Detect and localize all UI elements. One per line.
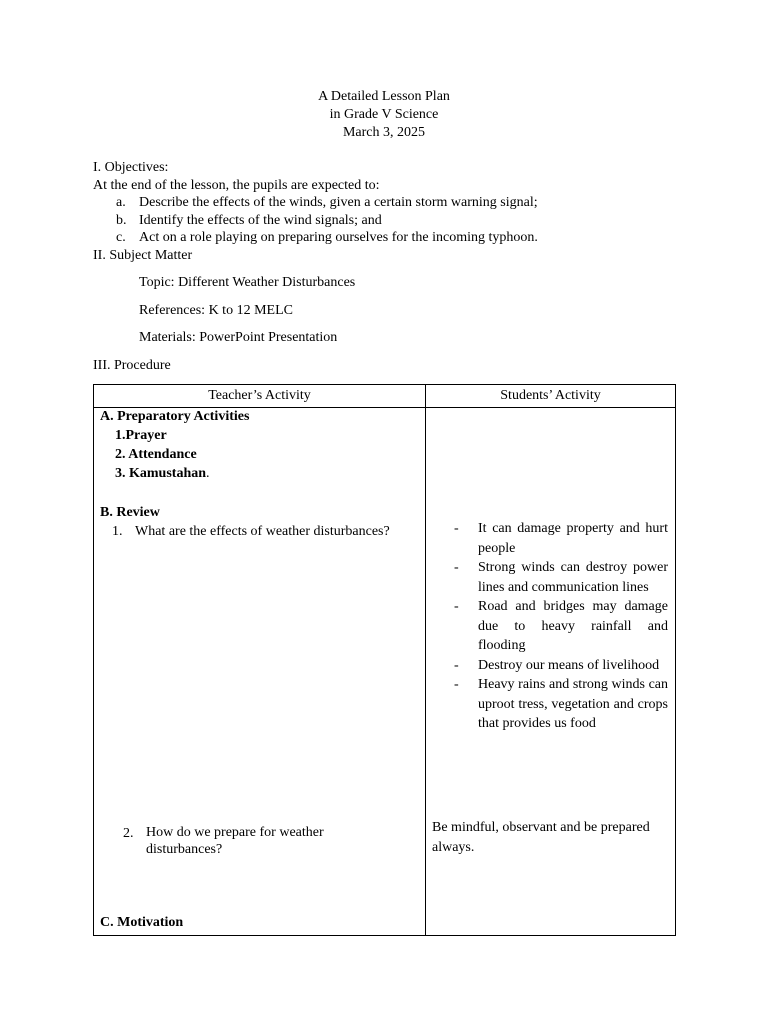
objective-text: Describe the effects of the winds, given a certain storm warning signal;: [139, 195, 538, 210]
answer-text: Strong winds can destroy power lines and communication lines: [478, 560, 668, 595]
objective-text: Act on a role playing on preparing ourselves for the incoming typhoon.: [139, 230, 538, 245]
objective-text: Identify the effects of the wind signals; and: [139, 213, 382, 228]
list-item: [454, 558, 668, 597]
answer-dash: -: [454, 657, 459, 673]
procedure-heading: III. Procedure: [93, 358, 171, 373]
list-item: [454, 675, 668, 734]
answer-text: Destroy our means of livelihood: [478, 657, 660, 673]
answer-text: It can damage property and hurt people: [478, 521, 668, 556]
objective-item: [116, 194, 538, 211]
review-question-2-line-2: disturbances?: [146, 842, 223, 857]
title-line-1: A Detailed Lesson Plan: [318, 89, 450, 104]
answer-dash: -: [454, 521, 459, 536]
objectives-heading: I. Objectives:: [93, 160, 169, 175]
subject-matter-heading: II. Subject Matter: [93, 248, 193, 263]
kamustahan-period: .: [206, 466, 210, 481]
column-header-teacher: Teacher’s Activity: [94, 385, 426, 408]
objective-item: [116, 212, 382, 229]
procedure-table-row: [94, 408, 676, 936]
subject-topic: Topic: Different Weather Disturbances: [139, 275, 356, 290]
objective-marker: c.: [116, 230, 126, 245]
review-answers-list: [454, 519, 668, 734]
column-header-students: Students’ Activity: [426, 385, 676, 408]
list-item: [454, 519, 668, 558]
title-line-2: in Grade V Science: [329, 107, 439, 122]
review-question-2-number: 2.: [123, 826, 134, 841]
objective-item: [116, 229, 538, 246]
answer-dash: -: [454, 560, 459, 575]
subject-references: References: K to 12 MELC: [139, 303, 293, 318]
procedure-table: [93, 384, 676, 936]
list-item: [454, 597, 668, 656]
teacher-activity-cell: [94, 408, 426, 936]
review-answer-2: Be mindful, observant and be prepared always.: [432, 820, 650, 855]
objective-marker: b.: [116, 213, 127, 228]
objective-marker: a.: [116, 195, 126, 210]
answer-dash: -: [454, 599, 459, 614]
answer-dash: -: [454, 677, 459, 692]
answer-text: Heavy rains and strong winds can uproot tress, vegetation and crops that provides us food: [478, 677, 668, 731]
preparatory-item-kamustahan: [115, 464, 210, 484]
title-date: March 3, 2025: [342, 125, 426, 140]
preparatory-item-attendance: 2. Attendance: [115, 447, 197, 462]
procedure-table-header: [94, 385, 676, 408]
kamustahan-label: 3. Kamustahan: [115, 466, 207, 481]
preparatory-item-prayer: 1.Prayer: [115, 428, 167, 443]
list-item: [454, 656, 668, 676]
objectives-intro: At the end of the lesson, the pupils are expected to:: [93, 178, 380, 193]
students-activity-cell: [426, 408, 676, 936]
review-question-1: What are the effects of weather disturbances?: [135, 524, 390, 539]
review-question-1-number: 1.: [112, 524, 123, 539]
preparatory-heading: A. Preparatory Activities: [100, 409, 250, 424]
motivation-heading: C. Motivation: [100, 915, 184, 930]
subject-materials: Materials: PowerPoint Presentation: [139, 330, 338, 345]
review-question-2-line-1: How do we prepare for weather: [146, 825, 324, 840]
review-heading: B. Review: [100, 505, 160, 520]
answer-text: Road and bridges may damage due to heavy rainfall and flooding: [478, 599, 668, 653]
document-title: [0, 88, 768, 142]
